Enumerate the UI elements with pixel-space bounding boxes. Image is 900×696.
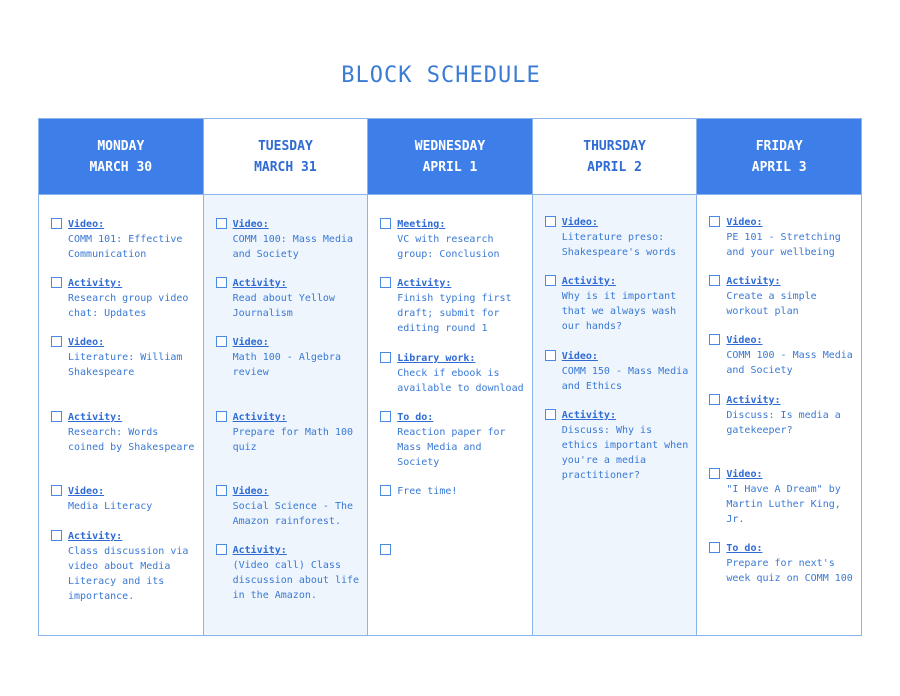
day-column-monday bbox=[39, 119, 204, 635]
task-checkbox[interactable] bbox=[709, 334, 720, 345]
task-text: Social Science - The Amazon rainforest. bbox=[232, 501, 354, 527]
task-text: Class discussion via video about Media Literacy and its importance. bbox=[68, 546, 189, 602]
task-checkbox[interactable] bbox=[709, 394, 720, 405]
task-checkbox[interactable] bbox=[709, 468, 720, 479]
day-tasks bbox=[533, 195, 697, 635]
task-item bbox=[709, 274, 855, 319]
task-text: Prepare for Math 100 quiz bbox=[232, 427, 354, 453]
task-label: Video: bbox=[726, 335, 763, 346]
task-label: Video: bbox=[561, 351, 598, 362]
task-item bbox=[380, 217, 526, 262]
task-checkbox[interactable] bbox=[380, 218, 391, 229]
task-text: Discuss: Is media a gatekeeper? bbox=[726, 410, 841, 436]
task-label: Video: bbox=[68, 486, 105, 497]
task-label: Video: bbox=[68, 337, 105, 348]
task-checkbox[interactable] bbox=[216, 544, 227, 555]
task-label: Activity: bbox=[561, 410, 616, 421]
task-checkbox[interactable] bbox=[51, 336, 62, 347]
day-header bbox=[697, 119, 861, 195]
task-item bbox=[709, 467, 855, 527]
task-checkbox[interactable] bbox=[380, 544, 391, 555]
day-tasks bbox=[368, 195, 532, 635]
task-item bbox=[380, 484, 526, 499]
task-label: Video: bbox=[232, 486, 269, 497]
task-checkbox[interactable] bbox=[216, 277, 227, 288]
day-column-wednesday bbox=[368, 119, 533, 635]
task-checkbox[interactable] bbox=[545, 275, 556, 286]
task-checkbox[interactable] bbox=[216, 336, 227, 347]
task-checkbox[interactable] bbox=[51, 485, 62, 496]
day-header bbox=[39, 119, 203, 195]
task-text: Media Literacy bbox=[68, 501, 153, 512]
task-item bbox=[545, 215, 691, 260]
task-checkbox[interactable] bbox=[216, 411, 227, 422]
task-text: Literature: William Shakespeare bbox=[68, 352, 183, 378]
task-checkbox[interactable] bbox=[51, 530, 62, 541]
task-label: Meeting: bbox=[397, 219, 446, 230]
task-item bbox=[51, 529, 197, 604]
task-text: COMM 100 - Mass Media and Society bbox=[726, 350, 853, 376]
task-label: Video: bbox=[726, 217, 763, 228]
page-title: BLOCK SCHEDULE bbox=[341, 63, 541, 88]
task-checkbox[interactable] bbox=[51, 277, 62, 288]
schedule-grid bbox=[38, 118, 862, 636]
task-text: Research group video chat: Updates bbox=[68, 293, 189, 319]
task-item bbox=[51, 410, 197, 455]
day-tasks bbox=[204, 195, 368, 635]
task-item bbox=[380, 276, 526, 336]
task-item bbox=[709, 393, 855, 438]
task-item bbox=[51, 335, 197, 380]
task-item bbox=[51, 484, 197, 514]
task-text: Finish typing first draft; submit for editing round 1 bbox=[397, 293, 512, 334]
day-header bbox=[204, 119, 368, 195]
task-text: Research: Words coined by Shakespeare bbox=[68, 427, 195, 453]
task-label: Activity: bbox=[726, 395, 781, 406]
task-label: Activity: bbox=[726, 276, 781, 287]
task-label: Activity: bbox=[68, 278, 123, 289]
task-checkbox[interactable] bbox=[545, 350, 556, 361]
task-label: Activity: bbox=[397, 278, 452, 289]
day-column-tuesday bbox=[204, 119, 369, 635]
task-text: Literature preso: Shakespeare's words bbox=[561, 232, 677, 258]
task-checkbox[interactable] bbox=[380, 352, 391, 363]
task-label: Activity: bbox=[232, 278, 287, 289]
task-label: Library work: bbox=[397, 353, 476, 364]
task-checkbox[interactable] bbox=[51, 218, 62, 229]
task-text: Why is it important that we always wash our hands? bbox=[561, 291, 677, 332]
day-name: TUESDAY bbox=[257, 138, 313, 154]
task-text: "I Have A Dream" by Martin Luther King, Jr. bbox=[726, 484, 841, 525]
day-name: FRIDAY bbox=[755, 138, 803, 154]
task-item bbox=[216, 543, 362, 603]
task-text: Discuss: Why is ethics important when you're a media practitioner? bbox=[561, 425, 689, 481]
task-label: Activity: bbox=[232, 412, 287, 423]
day-column-thursday bbox=[533, 119, 698, 635]
task-label: Activity: bbox=[232, 545, 287, 556]
task-item bbox=[216, 276, 362, 321]
day-name: THURSDAY bbox=[583, 138, 646, 154]
task-text: (Video call) Class discussion about life in the Amazon. bbox=[232, 560, 360, 601]
day-header bbox=[368, 119, 532, 195]
task-item bbox=[709, 333, 855, 378]
task-checkbox[interactable] bbox=[51, 411, 62, 422]
task-text: Free time! bbox=[397, 486, 458, 497]
task-item bbox=[709, 215, 855, 260]
task-text: Prepare for next's week quiz on COMM 100 bbox=[726, 558, 853, 584]
day-date: APRIL 1 bbox=[422, 159, 478, 175]
task-item bbox=[380, 410, 526, 470]
task-label: Video: bbox=[232, 337, 269, 348]
day-date: MARCH 30 bbox=[89, 159, 153, 175]
task-item bbox=[545, 408, 691, 483]
task-text: PE 101 - Stretching and your wellbeing bbox=[726, 232, 841, 258]
task-checkbox[interactable] bbox=[380, 485, 391, 496]
task-checkbox[interactable] bbox=[216, 218, 227, 229]
task-label: To do: bbox=[726, 543, 763, 554]
task-item bbox=[709, 541, 855, 586]
task-checkbox[interactable] bbox=[380, 411, 391, 422]
task-item bbox=[216, 217, 362, 262]
day-header bbox=[533, 119, 697, 195]
task-checkbox[interactable] bbox=[545, 409, 556, 420]
day-date: APRIL 2 bbox=[587, 159, 642, 175]
task-item bbox=[380, 351, 526, 396]
task-checkbox[interactable] bbox=[709, 216, 720, 227]
task-text: COMM 100: Mass Media and Society bbox=[232, 234, 354, 260]
task-label: Activity: bbox=[68, 531, 123, 542]
task-label: Video: bbox=[68, 219, 105, 230]
task-label: Video: bbox=[561, 217, 598, 228]
task-label: Video: bbox=[726, 469, 763, 480]
task-text: Create a simple workout plan bbox=[726, 291, 817, 317]
task-item bbox=[51, 217, 197, 262]
task-text: Read about Yellow Journalism bbox=[232, 293, 335, 319]
task-item bbox=[51, 276, 197, 321]
day-tasks bbox=[39, 195, 203, 635]
task-item bbox=[216, 335, 362, 380]
task-text: Reaction paper for Mass Media and Society bbox=[397, 427, 506, 468]
task-checkbox[interactable] bbox=[709, 275, 720, 286]
task-item bbox=[545, 349, 691, 394]
task-item bbox=[216, 484, 362, 529]
day-tasks bbox=[697, 195, 861, 635]
task-checkbox[interactable] bbox=[216, 485, 227, 496]
day-date: APRIL 3 bbox=[751, 159, 807, 175]
task-item bbox=[545, 274, 691, 334]
day-name: MONDAY bbox=[97, 138, 145, 154]
task-text: COMM 150 - Mass Media and Ethics bbox=[561, 366, 689, 392]
task-checkbox[interactable] bbox=[545, 216, 556, 227]
task-text: VC with research group: Conclusion bbox=[397, 234, 500, 260]
task-text: Check if ebook is available to download bbox=[397, 368, 524, 394]
task-label: Activity: bbox=[561, 276, 616, 287]
task-checkbox[interactable] bbox=[380, 277, 391, 288]
day-date: MARCH 31 bbox=[254, 159, 317, 175]
task-label: Activity: bbox=[68, 412, 123, 423]
task-text: Math 100 - Algebra review bbox=[232, 352, 341, 378]
task-text: COMM 101: Effective Communication bbox=[68, 234, 183, 260]
task-checkbox[interactable] bbox=[709, 542, 720, 553]
day-name: WEDNESDAY bbox=[414, 138, 486, 154]
task-label: Video: bbox=[232, 219, 269, 230]
task-item bbox=[216, 410, 362, 455]
day-column-friday bbox=[697, 119, 861, 635]
task-label: To do: bbox=[397, 412, 434, 423]
